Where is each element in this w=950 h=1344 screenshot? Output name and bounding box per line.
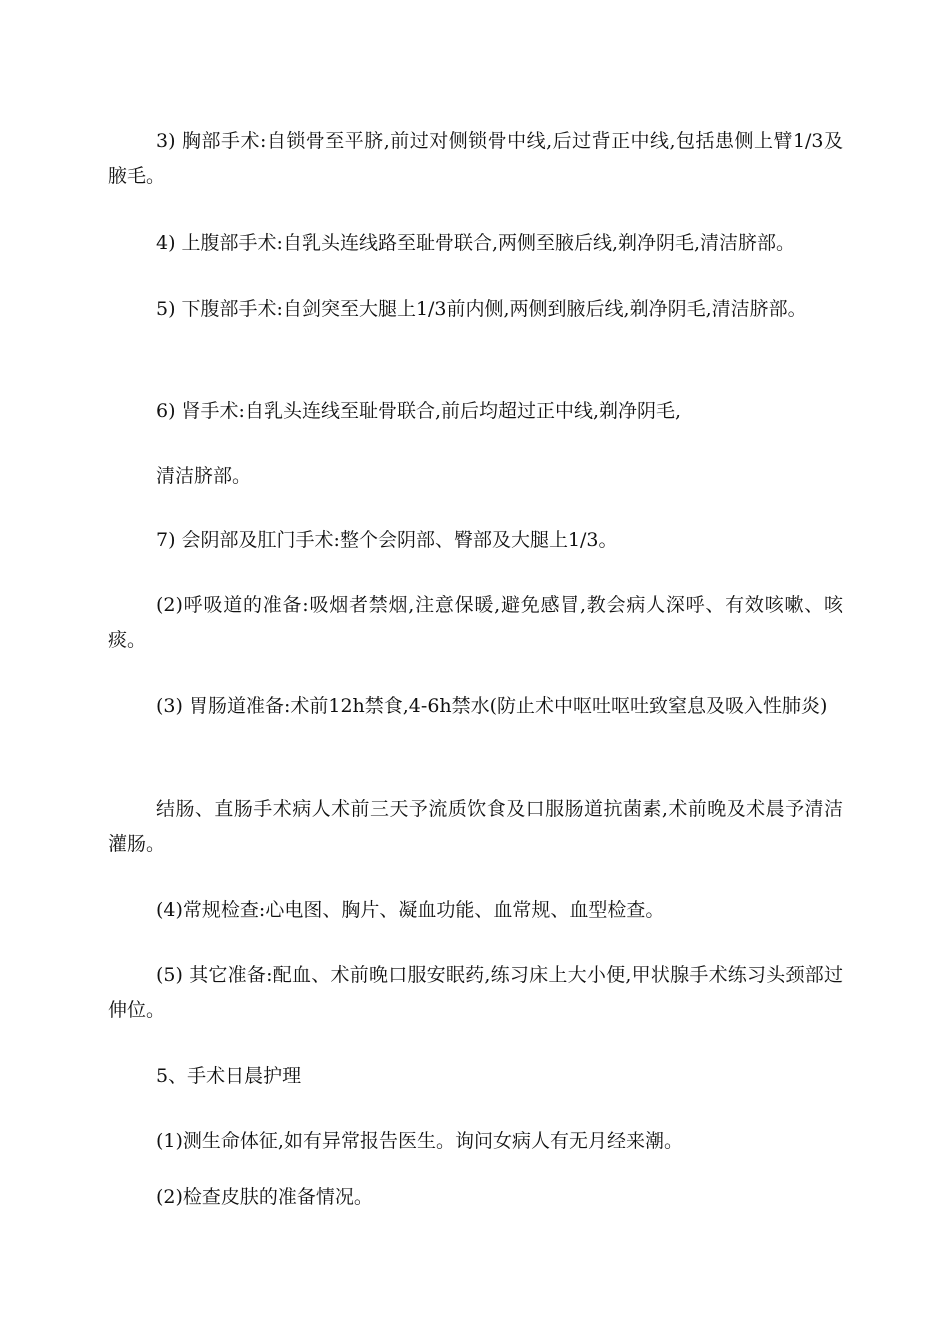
- paragraph-upper-abdomen: 4) 上腹部手术:自乳头连线路至耻骨联合,两侧至腋后线,剃净阴毛,清洁脐部。: [156, 232, 796, 254]
- paragraph-lower-abdomen: 5) 下腹部手术:自剑突至大腿上1/3前内侧,两侧到腋后线,剃净阴毛,清洁脐部。: [156, 298, 807, 320]
- paragraph-chest-surgery: 3) 胸部手术:自锁骨至平脐,前过对侧锁骨中线,后过背正中线,包括患侧上臂1/3及腋毛。: [108, 130, 843, 187]
- paragraph-skin-check: (2)检查皮肤的准备情况。: [156, 1186, 373, 1208]
- paragraph-routine-checks: (4)常规检查:心电图、胸片、凝血功能、血常规、血型检查。: [156, 899, 665, 921]
- paragraph-other-prep: (5) 其它准备:配血、术前晚口服安眠药,练习床上大小便,甲状腺手术练习头颈部过伸位。: [108, 964, 843, 1021]
- paragraph-perineum-surgery: 7) 会阴部及肛门手术:整个会阴部、臀部及大腿上1/3。: [156, 529, 618, 551]
- paragraph-gastrointestinal-prep: (3) 胃肠道准备:术前12h禁食,4-6h禁水(防止术中呕吐呕吐致窒息及吸入性肺炎): [156, 695, 828, 717]
- paragraph-vital-signs: (1)测生命体征,如有异常报告医生。询问女病人有无月经来潮。: [156, 1130, 683, 1152]
- paragraph-kidney-surgery: 6) 肾手术:自乳头连线至耻骨联合,前后均超过正中线,剃净阴毛,: [156, 400, 682, 422]
- paragraph-respiratory-prep: (2)呼吸道的准备:吸烟者禁烟,注意保暖,避免感冒,教会病人深呼、有效咳嗽、咳痰。: [108, 594, 843, 651]
- section-heading-surgery-morning: 5、手术日晨护理: [156, 1065, 302, 1087]
- paragraph-kidney-continued: 清洁脐部。: [156, 465, 252, 487]
- paragraph-colorectal-prep: 结肠、直肠手术病人术前三天予流质饮食及口服肠道抗菌素,术前晚及术晨予清洁灌肠。: [108, 798, 843, 855]
